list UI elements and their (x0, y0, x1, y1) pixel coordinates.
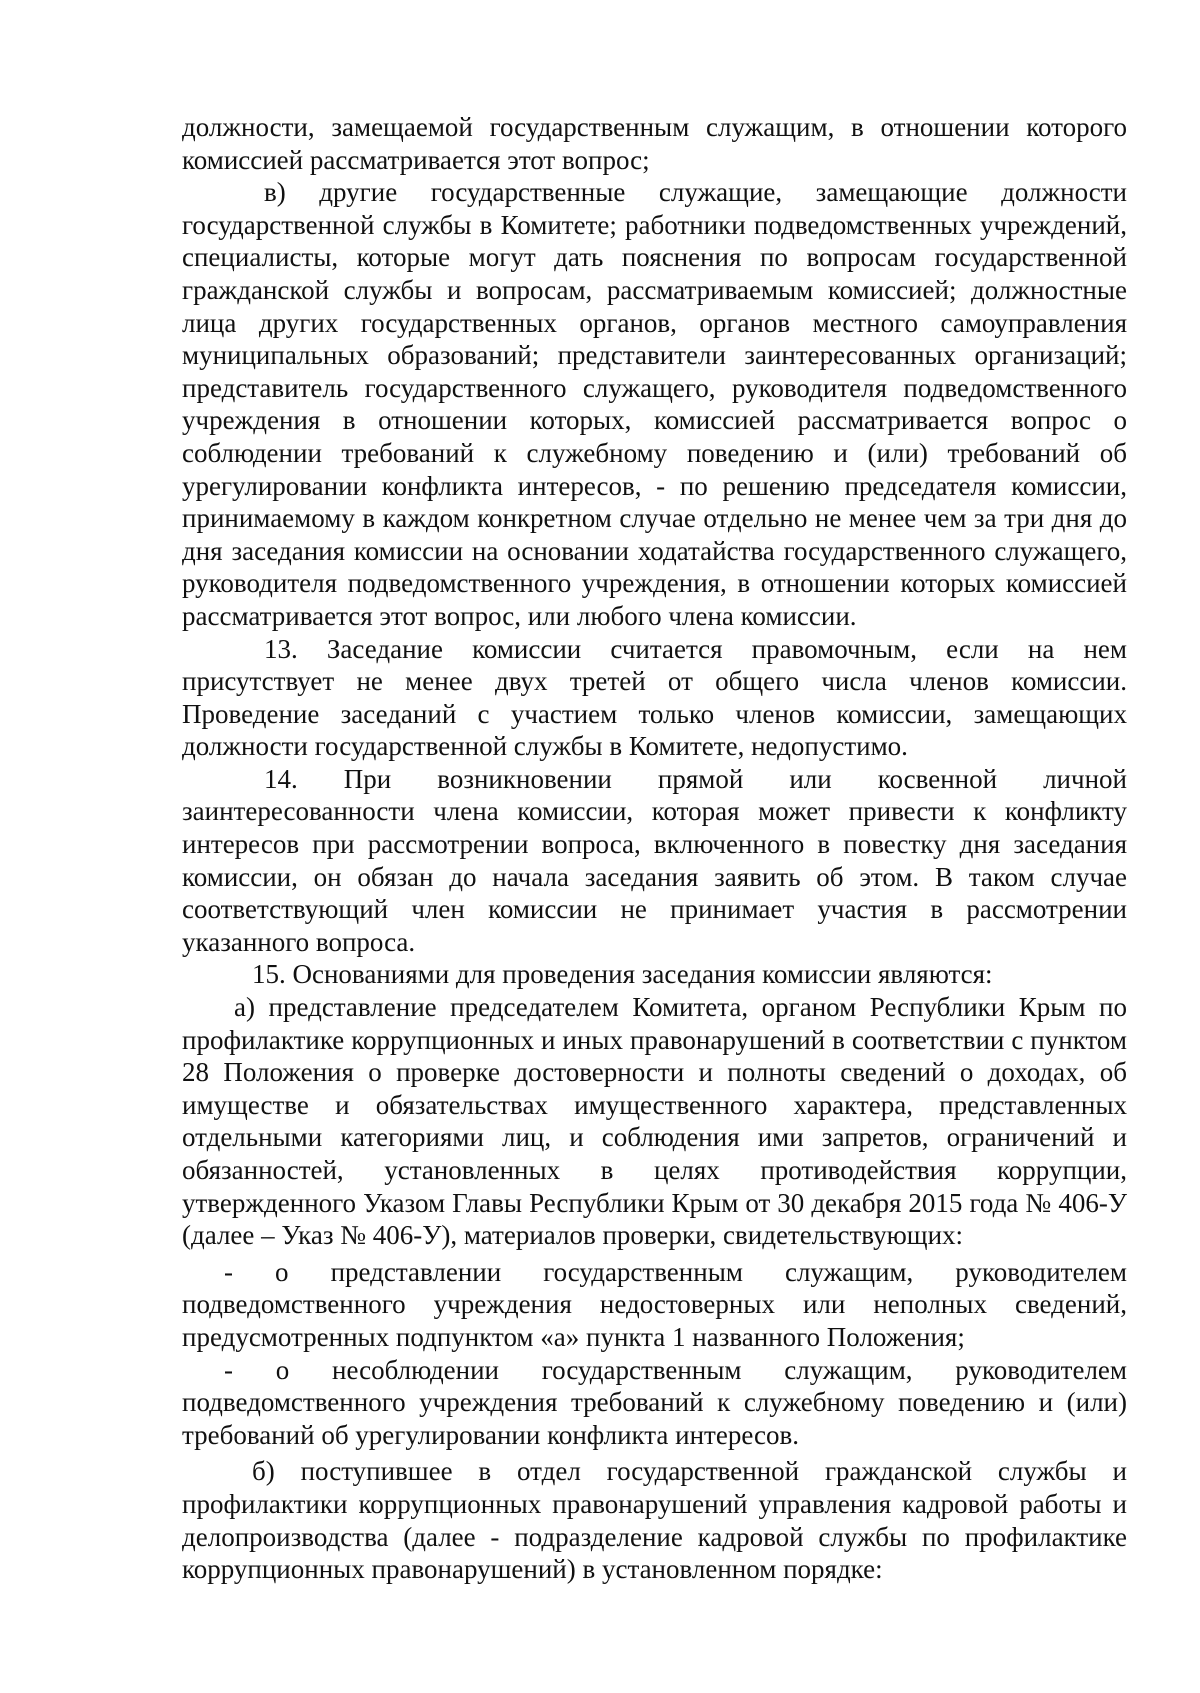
paragraph-item-v: в) другие государственные служащие, замещающие должности государственной службы в Комитете; работники подведомственных учреждений, специалисты, которые могут дать пояснения по вопросам государственной гражданской службы и вопросам, рассматриваемым комиссией; должностные лица других государственных органов, органов местного самоуправления муниципальных образований; представители заинтересованных организаций; представитель государственного служащего, руководителя подведомственного учреждения в отношении которых, комиссией рассматривается вопрос о соблюдении требований к служебному поведению и (или) требований об урегулировании конфликта интересов, - по решению председателя комиссии, принимаемому в каждом конкретном случае отдельно не менее чем за три дня до дня заседания комиссии на основании ходатайства государственного служащего, руководителя подведомственного учреждения, в отношении которых комиссией рассматривается этот вопрос, или любого члена комиссии. (182, 177, 1127, 631)
paragraph-dash-2: - о несоблюдении государственным служащим, руководителем подведомственного учреждения требований к служебному поведению и (или) требований об урегулировании конфликта интересов. (182, 1354, 1127, 1450)
paragraph-item-15a: а) представление председателем Комитета, органом Республики Крым по профилактике коррупционных и иных правонарушений в соответствии с пунктом 28 Положения о проверке достоверности и полноты сведений о доходах, об имуществе и обязательствах имущественного характера, представленных отдельными категориями лиц, и соблюдения ими запретов, ограничений и обязанностей, установленных в целях противодействия коррупции, утвержденного Указом Главы Республики Крым от 30 декабря 2015 года № 406-У (далее – Указ № 406-У), материалов проверки, свидетельствующих: (182, 992, 1127, 1251)
paragraph-item-15b: б) поступившее в отдел государственной гражданской службы и профилактики коррупционных правонарушений управления кадровой работы и делопроизводства (далее - подразделение кадровой службы по профилактике коррупционных правонарушений) в установленном порядке: (182, 1456, 1127, 1585)
paragraph-continuation: должности, замещаемой государственным служащим, в отношении которого комиссией рассматривается этот вопрос; (182, 112, 1127, 175)
paragraph-item-14: 14. При возникновении прямой или косвенной личной заинтересованности члена комиссии, которая может привести к конфликту интересов при рассмотрении вопроса, включенного в повестку дня заседания комиссии, он обязан до начала заседания заявить об этом. В таком случае соответствующий член комиссии не принимает участия в рассмотрении указанного вопроса. (182, 763, 1127, 957)
document-page (182, 111, 1127, 1586)
paragraph-item-15: 15. Основаниями для проведения заседания комиссии являются: (252, 959, 993, 990)
paragraph-dash-1: - о представлении государственным служащим, руководителем подведомственного учреждения недостоверных или неполных сведений, предусмотренных подпунктом «а» пункта 1 названного Положения; (182, 1256, 1127, 1352)
paragraph-item-13: 13. Заседание комиссии считается правомочным, если на нем присутствует не менее двух третей от общего числа членов комиссии. Проведение заседаний с участием только членов комиссии, замещающих должности государственной службы в Комитете, недопустимо. (182, 633, 1127, 762)
